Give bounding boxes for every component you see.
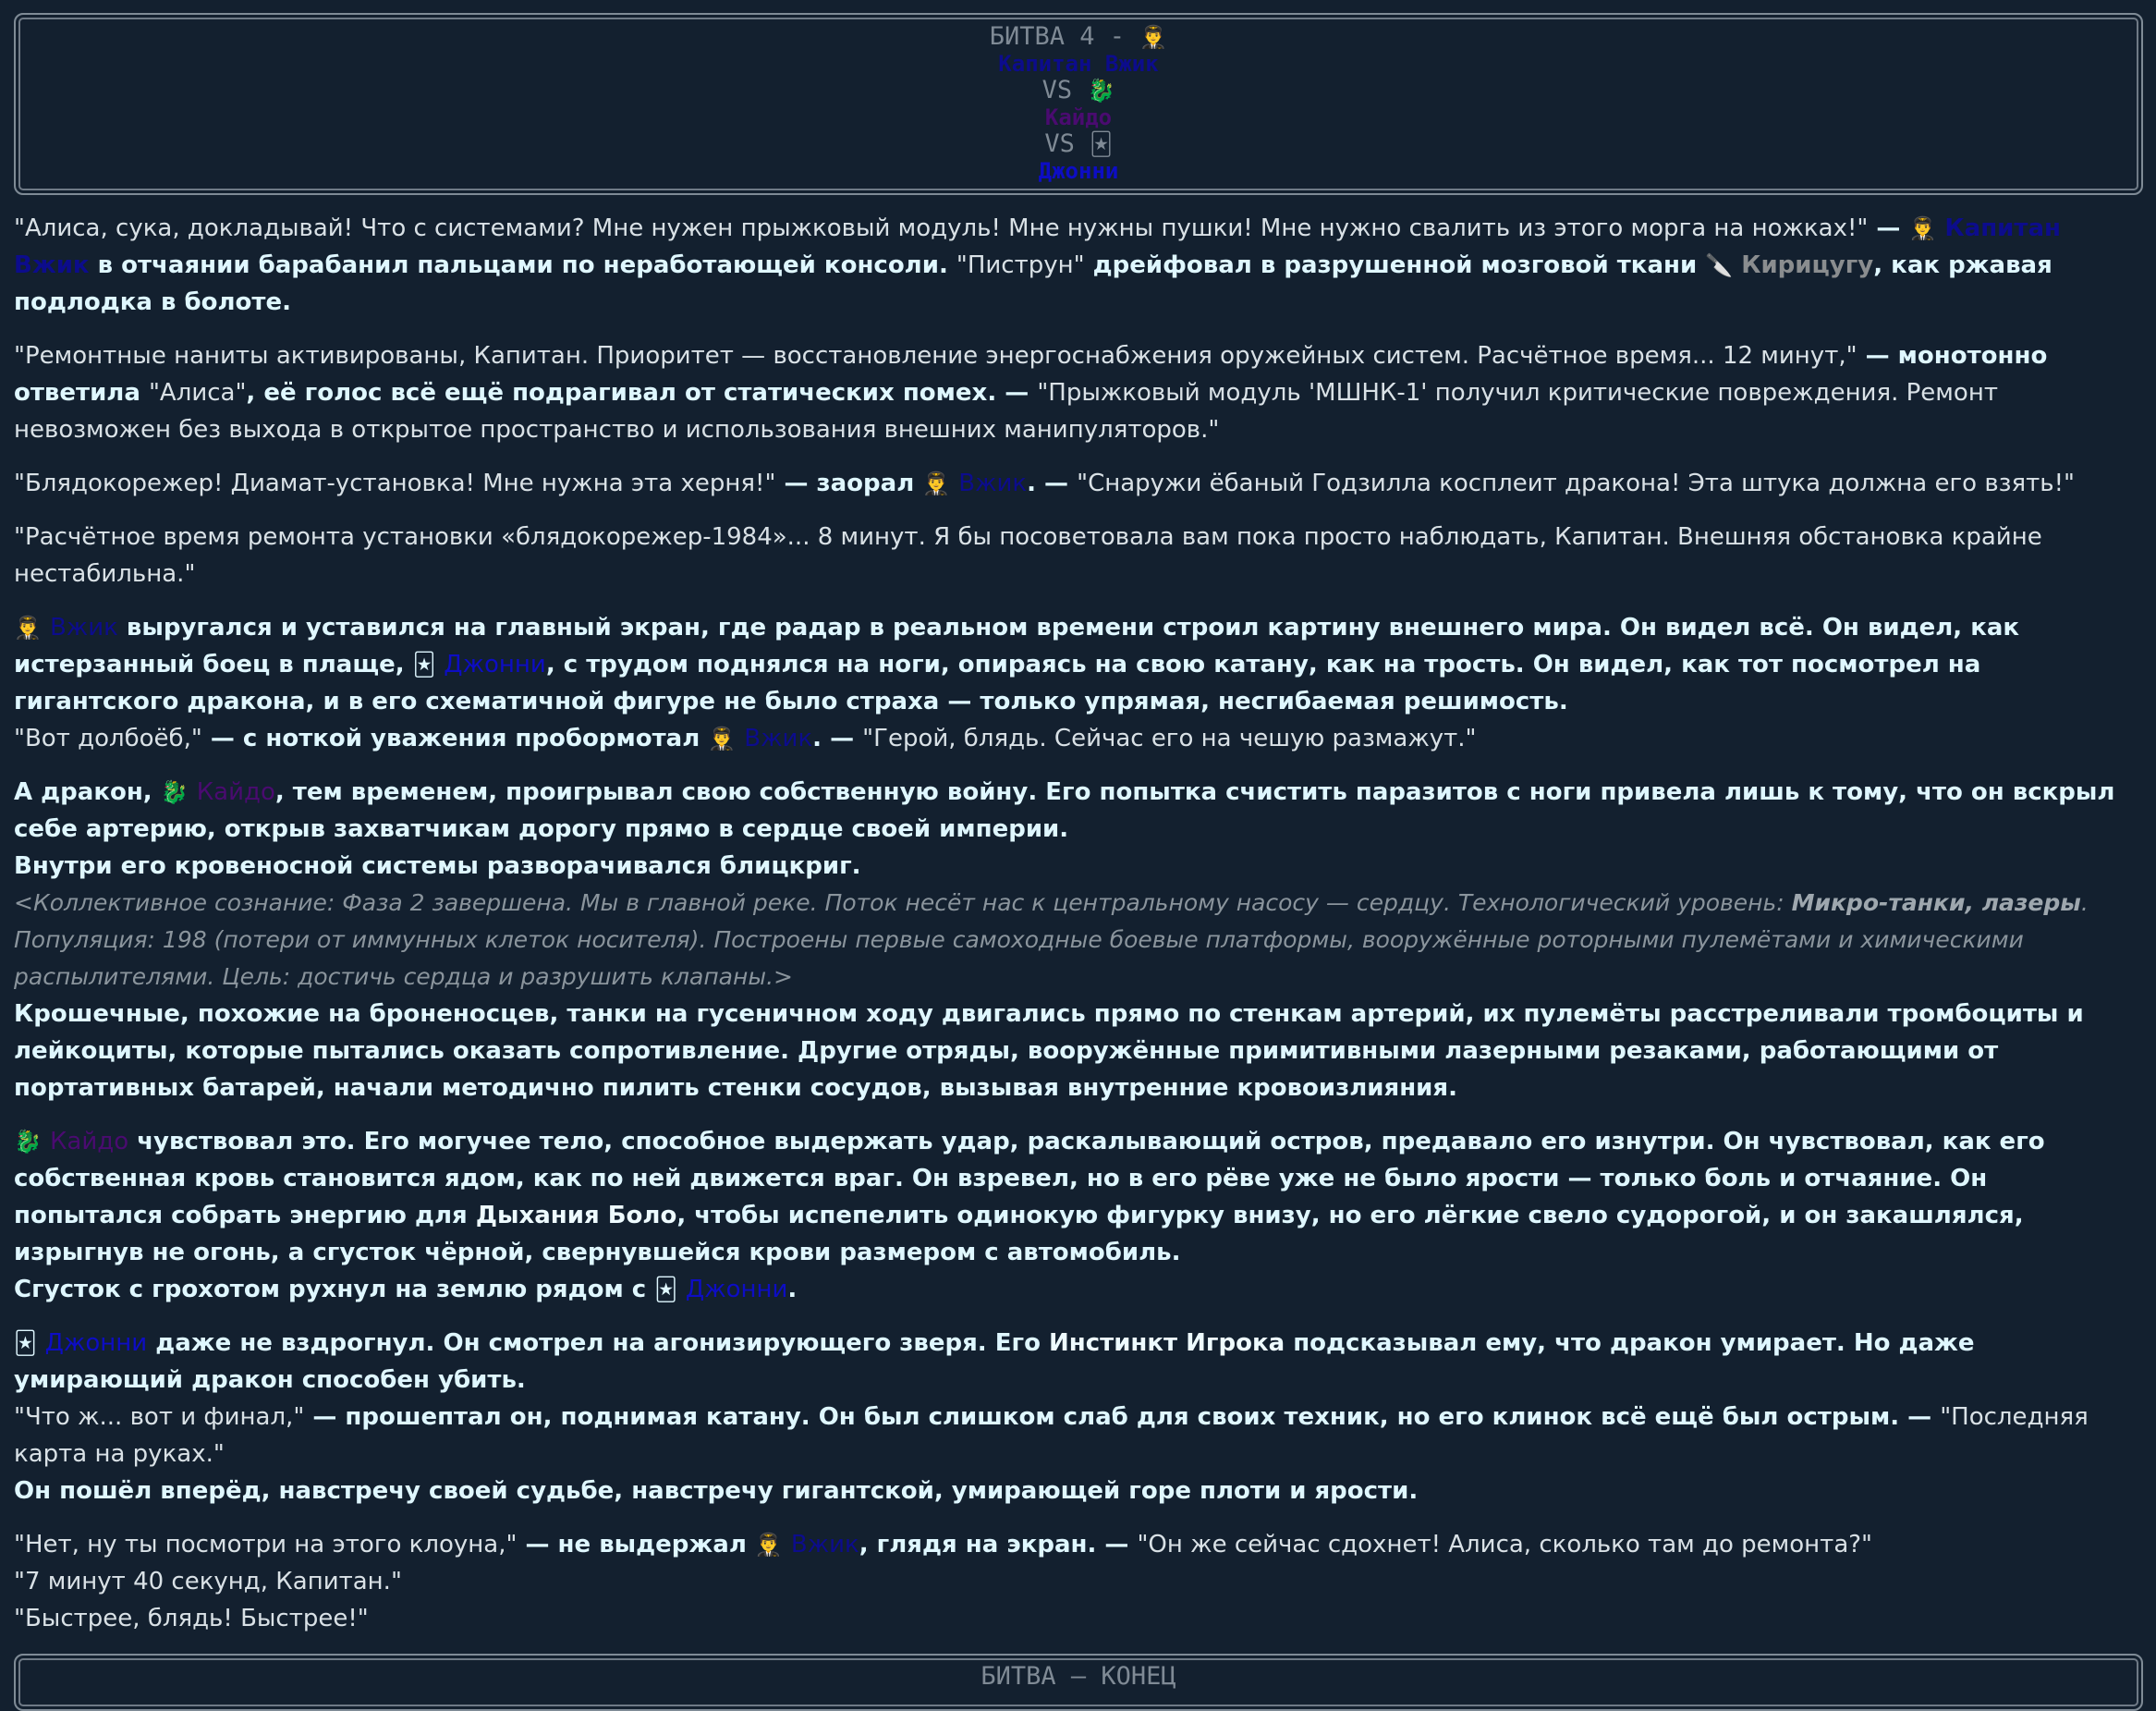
dialogue: "Алиса" [148, 379, 247, 407]
narration: , как ржавая подлодка в болоте. [14, 251, 2052, 316]
dialogue: "Что ж... вот и финал," [14, 1403, 305, 1431]
narration: А дракон, [14, 778, 161, 806]
log-highlight: Микро-танки, лазеры [1791, 889, 2081, 916]
pilot-icon: 👨‍✈️ [14, 615, 42, 641]
dialogue: "Блядокорежер! Диамат-установка! Мне нужна эта херня!" [14, 470, 776, 497]
paragraph [14, 1526, 2136, 1637]
dragon-icon: 🐉 [1087, 78, 1115, 104]
narration: — прошептал он, поднимая катану. Он был слишком слаб для своих техник, но его клинок всё ещё был острым. — [304, 1403, 1941, 1431]
battle-footer [14, 1654, 2143, 1711]
pilot-icon: 👨‍✈️ [708, 726, 737, 752]
pilot-icon: 👨‍✈️ [754, 1532, 783, 1558]
dragon-icon: 🐉 [14, 1129, 42, 1155]
dragon-icon: 🐉 [160, 779, 189, 805]
dialogue: "Быстрее, блядь! Быстрее!" [14, 1605, 369, 1632]
paragraph [14, 519, 2136, 593]
character-name: Вжик [744, 725, 813, 752]
dialogue: "Нет, ну ты посмотри на этого клоуна," [14, 1531, 518, 1558]
dialogue: "Алиса, сука, докладывай! Что с системами? Мне нужен прыжковый модуль! Мне нужны пушки! Мне нужно свалить из этого морга на ножках!" [14, 214, 1869, 242]
vs-line-1 [16, 77, 2141, 104]
narration: — заорал [775, 470, 923, 497]
dialogue: "Прыжковый модуль 'МШНК-1' получил критические повреждения. Ремонт невозможен без выхода в открытое пространство и использования внешних манипуляторов." [14, 379, 1998, 444]
log-text: . Популяция: 198 (потери от иммунных клеток носителя). Построены первые самоходные боевые платформы, вооружённые роторными пулемётами и химическими распылителями. Цель: достичь сердца и разрушить клапаны.> [14, 889, 2089, 990]
narration: , глядя на экран. — [859, 1531, 1138, 1558]
paragraph [14, 1123, 2136, 1308]
character-name: Вжик [958, 470, 1028, 497]
character-name: Капитан Вжик [14, 214, 2061, 279]
joker-card-icon: 🃏 [1090, 131, 1113, 157]
narration: — монотонно ответила [14, 342, 2048, 407]
battle-header [14, 13, 2143, 195]
joker-card-icon: 🃏 [654, 1277, 677, 1302]
narration: . — [1027, 470, 1078, 497]
narration: подсказывал ему, что дракон умирает. Но даже умирающий дракон способен убить. [14, 1329, 1975, 1394]
narration: — с ноткой уважения пробормотал [201, 725, 709, 752]
paragraph [14, 465, 2136, 502]
story-body [14, 210, 2143, 1637]
paragraph [14, 609, 2136, 757]
character-name: Кайдо [49, 1128, 129, 1155]
fighter-name-kaido: Кайдо [1044, 104, 1113, 130]
narration: дрейфовал в разрушенной мозговой ткани [1084, 251, 1706, 279]
skill-name: Инстинкт Игрока [1048, 1329, 1285, 1357]
vs-label: VS [1041, 76, 1073, 104]
dialogue: "Последняя карта на руках." [14, 1403, 2089, 1468]
narration: чувствовал это. Его могучее тело, способное выдержать удар, раскалывающий остров, предавало его изнутри. Он чувствовал, как его собственная кровь становится ядом, как по ней движется враг. Он взревел, но в его рёве уже не было ярости — только боль и отчаяние. Он попытался собрать энергию для [14, 1128, 2045, 1229]
footer-title: БИТВА — КОНЕЦ [981, 1662, 1176, 1691]
knife-icon: 🔪 [1705, 252, 1734, 278]
character-name: Вжик [790, 1531, 859, 1558]
dialogue: "Он же сейчас сдохнет! Алиса, сколько там до ремонта?" [1137, 1531, 1873, 1558]
narration: — [1868, 214, 1909, 242]
pilot-icon: 👨‍✈️ [922, 471, 951, 496]
narration: даже не вздрогнул. Он смотрел на агонизирующего зверя. Его [147, 1329, 1049, 1357]
narration: , с трудом поднялся на ноги, опираясь на свою катану, как на трость. Он видел, как тот посмотрел на гигантского дракона, и в его схематичной фигуре не было страха — только упрямая, несгибаемая решимость. [14, 651, 1981, 715]
paragraph [14, 337, 2136, 448]
narration: Крошечные, похожие на броненосцев, танки на гусеничном ходу двигались прямо по стенкам артерий, их пулемёты расстреливали тромбоциты и лейкоциты, которые пытались оказать сопротивление. Другие отряды, вооружённые примитивными лазерными резаками, работающими от портативных батарей, начали методично пилить стенки сосудов, вызывая внутренние кровоизлияния. [14, 1000, 2084, 1102]
character-name: Кирицугу [1741, 251, 1874, 279]
fighter-name-vzhik: Капитан Вжик [998, 51, 1159, 77]
narration: в отчаянии барабанил пальцами по неработающей консоли. [89, 251, 956, 279]
narration: выругался и уставился на главный экран, где радар в реальном времени строил картину внешнего мира. Он видел всё. Он видел, как истерзанный боец в плаще, [14, 614, 2020, 678]
dialogue: "Пиструн" [956, 251, 1085, 279]
narration: Внутри его кровеносной системы разворачивался блицкриг. [14, 852, 861, 880]
dialogue: "Расчётное время ремонта установки «блядокорежер-1984»... 8 минут. Я бы посоветовала вам пока просто наблюдать, Капитан. Внешняя обстановка крайне нестабильна." [14, 523, 2042, 588]
joker-card-icon: 🃏 [412, 652, 436, 678]
dialogue: "7 минут 40 секунд, Капитан." [14, 1568, 402, 1595]
dialogue: "Ремонтные наниты активированы, Капитан. Приоритет — восстановление энергоснабжения оружейных систем. Расчётное время... 12 минут," [14, 342, 1858, 370]
fighter-name-johnny: Джонни [1038, 158, 1119, 184]
dialogue: "Снаружи ёбаный Годзилла косплеит дракона! Эта штука должна его взять!" [1077, 470, 2075, 497]
pilot-icon: 👨‍✈️ [1139, 24, 1168, 50]
battle-title-line [16, 23, 2141, 51]
narration: . [787, 1276, 798, 1303]
narration: , чтобы испепелить одинокую фигурку внизу, но его лёгкие свело судорогой, и он закашлялся, изрыгнув не огонь, а сгусток чёрной, свернувшейся крови размером с автомобиль. [14, 1202, 2024, 1266]
log-text: <Коллективное сознание: Фаза 2 завершена. Мы в главной реке. Поток несёт нас к центральному насосу — сердцу. Технологический уровень: [14, 889, 1792, 916]
paragraph [14, 1325, 2136, 1509]
paragraph [14, 210, 2136, 321]
narration: Сгусток с грохотом рухнул на землю рядом с [14, 1276, 655, 1303]
joker-card-icon: 🃏 [14, 1330, 37, 1356]
character-name: Джонни [685, 1276, 788, 1303]
dialogue: "Вот долбоёб," [14, 725, 202, 752]
technique-name: Дыхания Боло [475, 1202, 677, 1229]
paragraph [14, 774, 2136, 1106]
narration: . — [812, 725, 863, 752]
character-name: Джонни [444, 651, 546, 678]
character-name: Джонни [44, 1329, 148, 1357]
vs-line-2 [16, 130, 2141, 158]
narration: Он пошёл вперёд, навстречу своей судьбе, навстречу гигантской, умирающей горе плоти и ярости. [14, 1477, 1419, 1505]
narration: — не выдержал [517, 1531, 755, 1558]
narration: , её голос всё ещё подрагивал от статических помех. — [246, 379, 1038, 407]
vs-label: VS [1044, 129, 1075, 158]
pilot-icon: 👨‍✈️ [1908, 215, 1937, 241]
hive-log [14, 889, 2089, 990]
narration: , тем временем, проигрывал свою собственную войну. Его попытка счистить паразитов с ноги привела лишь к тому, что он вскрыл себе артерию, открыв захватчикам дорогу прямо в сердце своей империи. [14, 778, 2115, 843]
character-name: Вжик [49, 614, 118, 642]
battle-title: БИТВА 4 - [989, 22, 1126, 51]
dialogue: "Герой, блядь. Сейчас его на чешую размажут." [862, 725, 1477, 752]
character-name: Кайдо [196, 778, 275, 806]
